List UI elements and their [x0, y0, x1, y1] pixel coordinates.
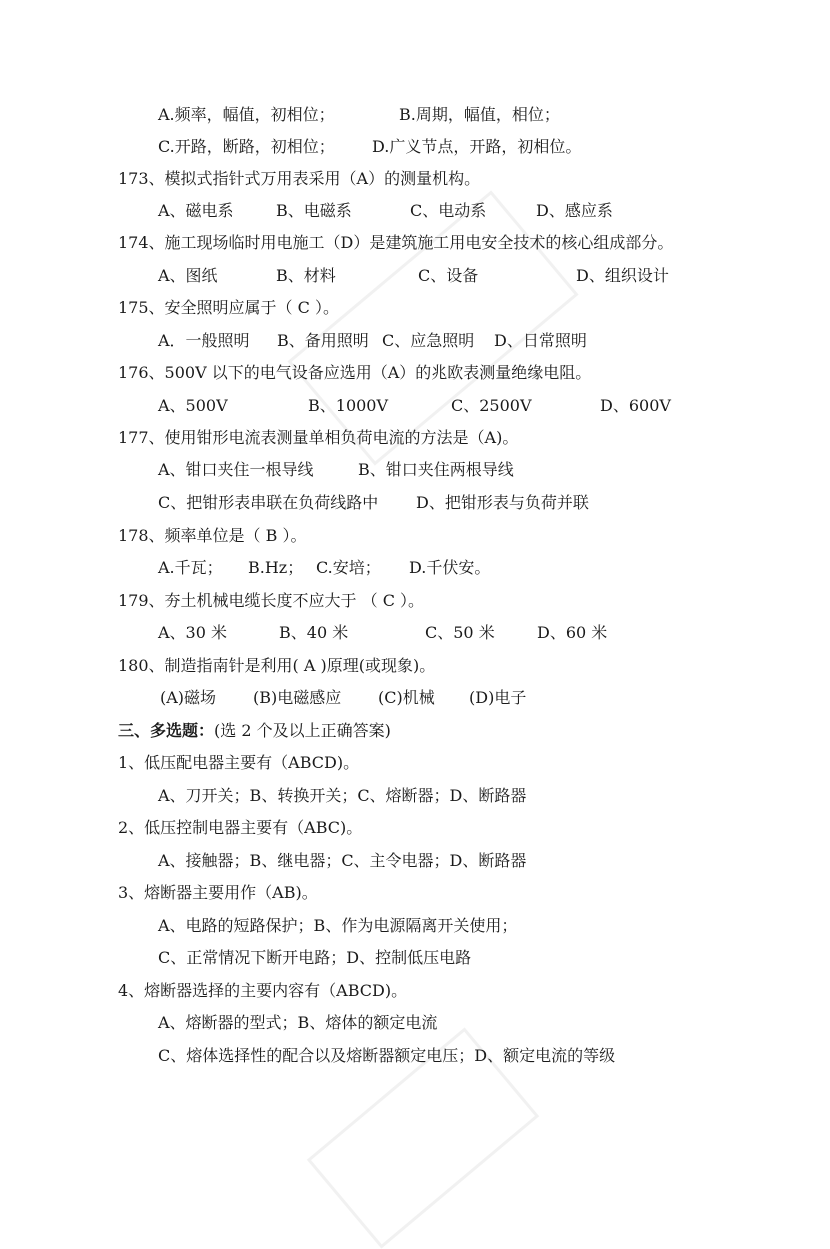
- m1-question: 1、低压配电器主要有（ABCD)。: [118, 753, 360, 772]
- q175-option-c: C、应急照明: [382, 331, 475, 350]
- q179-question: 179、夯土机械电缆长度不应大于 （ C ）。: [118, 591, 425, 610]
- q177-option-a: A、钳口夹住一根导线: [158, 460, 314, 479]
- m3-options-row-1: A、电路的短路保护；B、作为电源隔离开关使用；: [158, 916, 518, 935]
- q172-options-row-1: [158, 105, 560, 125]
- q178-option-c: C.安培；: [316, 558, 381, 577]
- q179-option-c: C、50 米: [425, 623, 495, 642]
- q172-option-a: A.频率，幅值，初相位；: [158, 105, 335, 124]
- section-3-heading: [118, 721, 391, 741]
- q178-option-a: A.千瓦；: [158, 558, 223, 577]
- q179-option-a: A、30 米: [158, 623, 228, 642]
- q173-option-b: B、电磁系: [276, 201, 352, 220]
- section-3-note: (选 2 个及以上正确答案): [214, 721, 391, 740]
- q177-option-b: B、钳口夹住两根导线: [358, 460, 514, 479]
- q176-option-c: C、2500V: [451, 396, 532, 415]
- section-3-title: 三、多选题：: [118, 721, 215, 740]
- q180-options: [160, 688, 526, 708]
- q175-option-a: A．一般照明: [158, 331, 250, 350]
- q179-option-b: B、40 米: [279, 623, 349, 642]
- q174-option-a: A、图纸: [158, 266, 218, 285]
- q180-option-c: (C)机械: [378, 688, 435, 707]
- q176-question: 176、500V 以下的电气设备应选用（A）的兆欧表测量绝缘电阻。: [118, 363, 592, 382]
- q174-options: [158, 266, 669, 286]
- q174-option-c: C、设备: [418, 266, 479, 285]
- m2-options: A、接触器；B、继电器；C、主令电器；D、断路器: [158, 851, 527, 870]
- q180-option-d: (D)电子: [469, 688, 527, 707]
- q173-option-a: A、磁电系: [158, 201, 234, 220]
- q174-question: 174、施工现场临时用电施工（D）是建筑施工用电安全技术的核心组成部分。: [118, 233, 674, 252]
- q179-option-d: D、60 米: [537, 623, 608, 642]
- q173-option-d: D、感应系: [536, 201, 613, 220]
- m1-options: A、刀开关；B、转换开关；C、熔断器；D、断路器: [158, 786, 527, 805]
- m3-question: 3、熔断器主要用作（AB)。: [118, 883, 318, 902]
- q179-options: [158, 623, 607, 643]
- q180-question: 180、制造指南针是利用( A )原理(或现象)。: [118, 656, 436, 675]
- q177-question: 177、使用钳形电流表测量单相负荷电流的方法是（A)。: [118, 428, 519, 447]
- q178-option-b: B.Hz；: [248, 558, 304, 577]
- q175-question: 175、安全照明应属于（ C ）。: [118, 298, 339, 317]
- q177-option-d: D、把钳形表与负荷并联: [416, 493, 589, 512]
- q173-question: 173、模拟式指针式万用表采用（A）的测量机构。: [118, 169, 481, 188]
- m4-options-row-1: A、熔断器的型式；B、熔体的额定电流: [158, 1013, 438, 1032]
- q174-option-d: D、组织设计: [576, 266, 669, 285]
- m4-question: 4、熔断器选择的主要内容有（ABCD)。: [118, 981, 408, 1000]
- q173-option-c: C、电动系: [410, 201, 487, 220]
- q175-options: [158, 331, 587, 351]
- q172-option-d: D.广义节点，开路，初相位。: [372, 137, 582, 156]
- q178-option-d: D.千伏安。: [409, 558, 491, 577]
- q176-option-a: A、500V: [158, 396, 228, 415]
- q176-option-d: D、600V: [600, 396, 671, 415]
- q176-option-b: B、1000V: [308, 396, 389, 415]
- q177-options-row-1: [158, 460, 514, 480]
- q175-option-b: B、备用照明: [277, 331, 369, 350]
- q177-options-row-2: [158, 493, 589, 513]
- q172-option-c: C.开路，断路，初相位；: [158, 137, 335, 156]
- q173-options: [158, 201, 613, 221]
- q172-options-row-2: [158, 137, 581, 157]
- m3-options-row-2: C、正常情况下断开电路；D、控制低压电路: [158, 948, 472, 967]
- m4-options-row-2: C、熔体选择性的配合以及熔断器额定电压；D、额定电流的等级: [158, 1046, 616, 1065]
- q180-option-a: (A)磁场: [160, 688, 217, 707]
- q175-option-d: D、日常照明: [494, 331, 587, 350]
- q172-option-b: B.周期，幅值，相位；: [399, 105, 560, 124]
- q174-option-b: B、材料: [276, 266, 336, 285]
- q178-options: [158, 558, 490, 578]
- watermark-mark: [287, 190, 578, 465]
- q178-question: 178、频率单位是（ B ）。: [118, 526, 307, 545]
- q180-option-b: (B)电磁感应: [253, 688, 342, 707]
- m2-question: 2、低压控制电器主要有（ABC)。: [118, 818, 363, 837]
- q176-options: [158, 396, 671, 416]
- q177-option-c: C、把钳形表串联在负荷线路中: [158, 493, 379, 512]
